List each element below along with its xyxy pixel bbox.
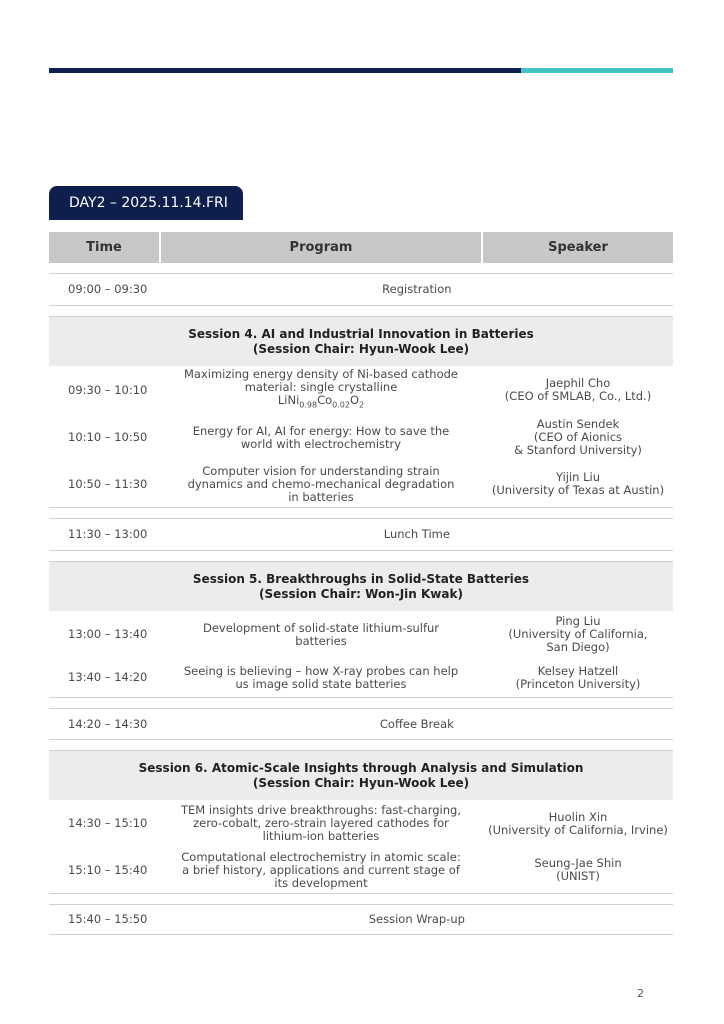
registration-time: 09:00 – 09:30 <box>68 282 148 296</box>
coffee-time: 14:20 – 14:30 <box>68 716 148 731</box>
session-5-chair: (Session Chair: Won-Jin Kwak) <box>259 586 463 601</box>
header-speaker: Speaker <box>483 232 673 263</box>
table-row <box>49 461 673 508</box>
session-4-title: Session 4. AI and Industrial Innovation in Batteries <box>188 326 534 341</box>
table-row <box>49 611 673 658</box>
session-6-title: Session 6. Atomic-Scale Insights through Analysis and Simulation <box>138 760 584 775</box>
session-5-title: Session 5. Breakthroughs in Solid-State Batteries <box>192 571 530 586</box>
table-row <box>49 800 673 847</box>
talk-speaker: Jaephil Cho (CEO of SMLAB, Co., Ltd.) <box>504 376 652 403</box>
table-row <box>49 847 673 894</box>
talk-time: 14:30 – 15:10 <box>68 816 148 830</box>
wrapup-row <box>49 904 673 935</box>
page-number: 2 <box>637 987 644 1000</box>
day-label-tab: DAY2 – 2025.11.14.FRI <box>49 186 243 220</box>
talk-program: TEM insights drive breakthroughs: fast-charging, zero-cobalt, zero-strain layered cathodes for lithium-ion batteries <box>181 803 461 843</box>
wrapup-text: Session Wrap-up <box>368 912 465 926</box>
talk-speaker: Yijin Liu (University of Texas at Austin) <box>491 470 665 497</box>
table-header <box>49 232 673 263</box>
talk-speaker: Huolin Xin (University of California, Irvine) <box>488 809 668 837</box>
session-5-header <box>49 561 673 611</box>
top-accent-bar <box>49 68 673 73</box>
lunch-text: Lunch Time <box>383 527 450 541</box>
table-row <box>49 658 673 698</box>
talk-program: Seeing is believing – how X-ray probes can help us image solid state batteries <box>183 663 459 691</box>
talk-time: 13:00 – 13:40 <box>68 627 148 641</box>
talk-program: Computer vision for understanding strain dynamics and chemo-mechanical degradation in batteries <box>187 463 455 504</box>
session-4-chair: (Session Chair: Hyun-Wook Lee) <box>252 341 470 356</box>
talk-program-text: Maximizing energy density of Ni-based cathode material: single crystalline <box>183 367 459 395</box>
talk-formula: $LiNi_{0.98}Co_{0.02}O_2$ <box>277 393 365 410</box>
session-4-header <box>49 316 673 366</box>
coffee-text: Coffee Break <box>379 716 454 731</box>
talk-program: Computational electrochemistry in atomic scale: a brief history, applications and current stage of its development <box>181 849 461 890</box>
session-6-chair: (Session Chair: Hyun-Wook Lee) <box>252 775 470 790</box>
registration-row <box>49 273 673 306</box>
registration-text: Registration <box>382 282 452 296</box>
talk-time: 10:10 – 10:50 <box>68 430 148 444</box>
talk-speaker: Austin Sendek (CEO of Aionics & Stanford University) <box>514 417 642 457</box>
table-row <box>49 414 673 461</box>
schedule-table <box>49 232 673 935</box>
talk-speaker: Ping Liu (University of California, San Diego) <box>508 614 648 654</box>
table-row <box>49 366 673 414</box>
session-6-header <box>49 750 673 800</box>
talk-time: 10:50 – 11:30 <box>68 476 148 491</box>
talk-program: Energy for AI, AI for energy: How to save the world with electrochemistry <box>192 423 450 451</box>
header-program: Program <box>161 232 481 263</box>
header-time: Time <box>49 232 159 263</box>
wrapup-time: 15:40 – 15:50 <box>68 912 148 926</box>
talk-program <box>161 366 481 414</box>
talk-time: 09:30 – 10:10 <box>68 382 148 397</box>
top-bar-teal-segment <box>521 68 673 73</box>
talk-speaker: Kelsey Hatzell (Princeton University) <box>515 663 641 691</box>
talk-time: 13:40 – 14:20 <box>68 670 148 684</box>
top-bar-navy-segment <box>49 68 521 73</box>
coffee-row <box>49 708 673 740</box>
talk-program: Development of solid-state lithium-sulfur batteries <box>202 620 440 648</box>
talk-time: 15:10 – 15:40 <box>68 862 148 877</box>
lunch-time: 11:30 – 13:00 <box>68 527 148 541</box>
lunch-row <box>49 518 673 551</box>
talk-speaker: Seung-Jae Shin (UNIST) <box>534 856 622 883</box>
